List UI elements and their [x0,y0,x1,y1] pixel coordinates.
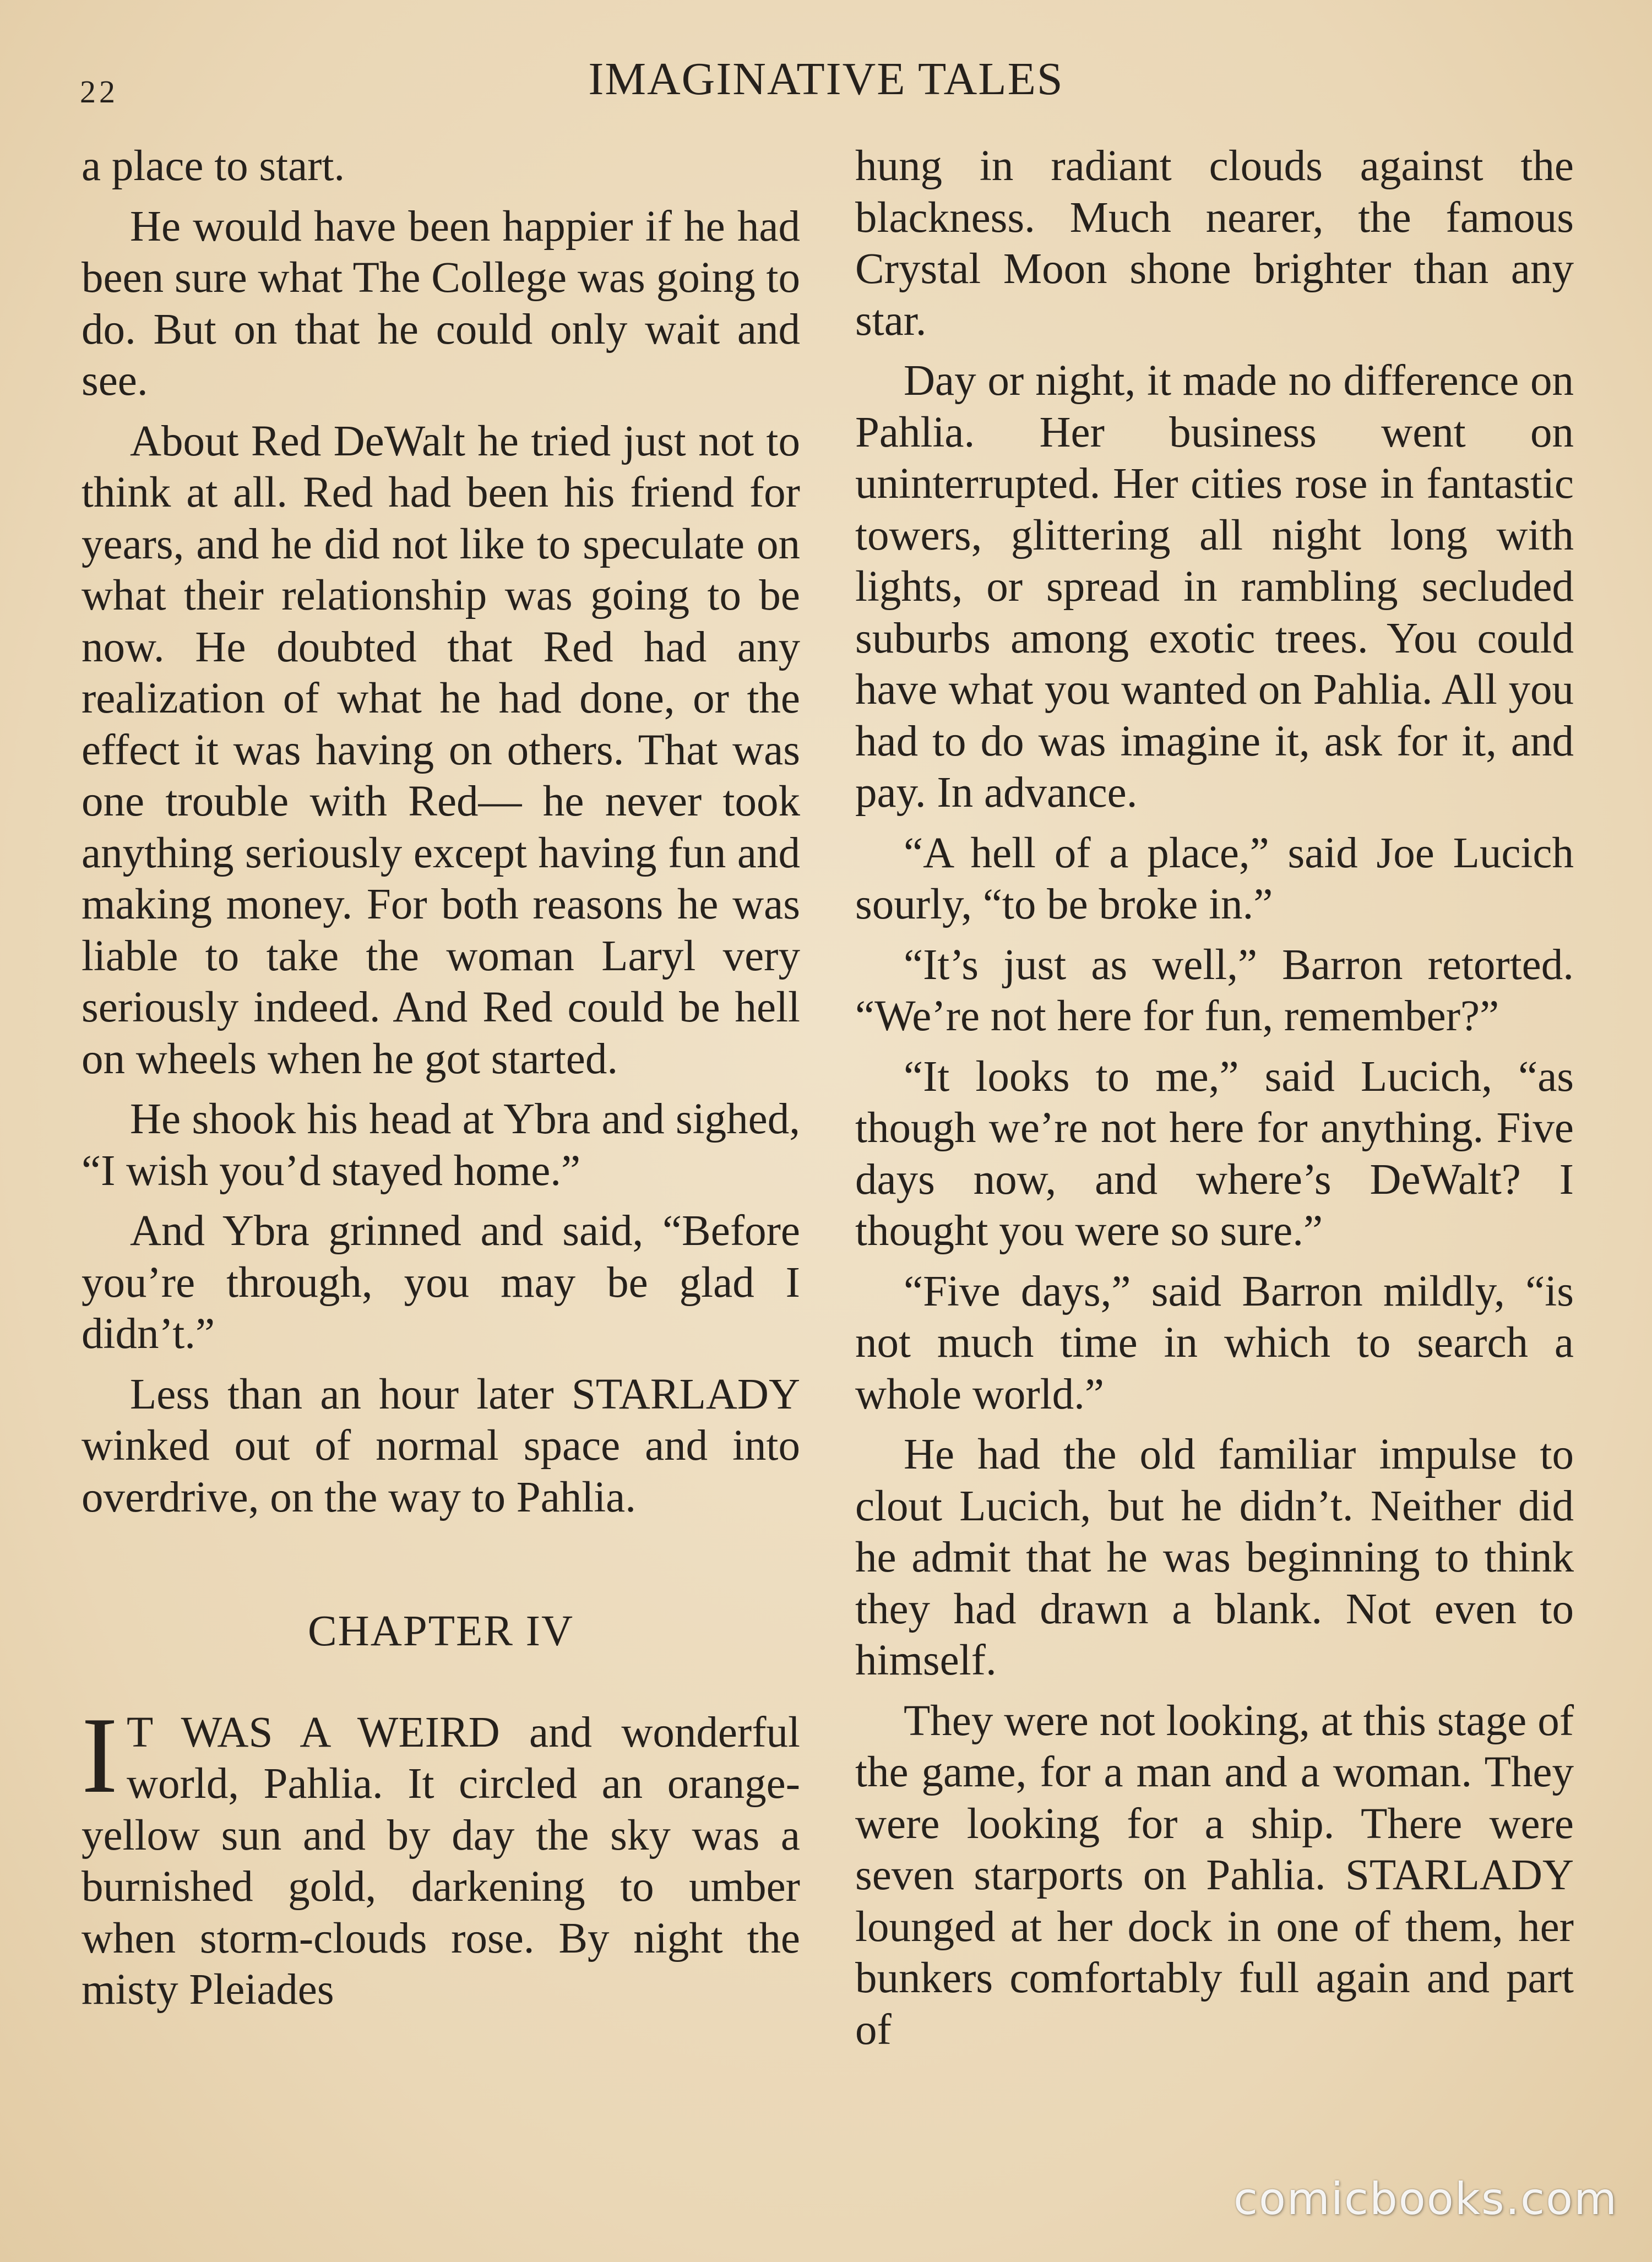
running-title: IMAGINATIVE TALES [588,53,1064,105]
paragraph: About Red DeWalt he tried just not to think at all. Red had been his friend for years, and he did not like to speculate on what their relationship was going to be now. He doubted that Red had any realization of what he had done, or the effect it was having on others. That was one trouble with Red— he never took anything seriously except having fun and making money. For both reasons he was liable to take the woman Laryl very seriously indeed. And Red could be hell on wheels when he got started. [81,417,800,1083]
left-column [81,140,800,2025]
paragraph: And Ybra grinned and said, “Before you’re through, you may be glad I didn’t.” [81,1207,800,1358]
chapter-opening-paragraph [81,1694,800,2016]
page-header [80,52,1572,113]
paragraph: Less than an hour later STARLADY winked out of normal space and into overdrive, on the way to Pahlia. [81,1370,800,1521]
paragraph: He shook his head at Ybra and sighed, “I wish you’d stayed home.” [81,1095,800,1195]
paragraph: “Five days,” said Barron mildly, “is not much time in which to search a whole world.” [855,1267,1574,1418]
paragraph: a place to start. [81,142,345,190]
page-number: 22 [80,74,118,110]
paragraph: They were not looking, at this stage of the game, for a man and a woman. They were looking for a ship. There were seven starports on Pahlia. STARLADY lounged at her dock in one of them, her bunkers comfortably full again and part of [855,1697,1574,2054]
opening-text: T WAS A WEIRD and wonderful world, Pahlia. It circled an orange-yellow sun and by day the sky was a burnished gold, darkening to umber when storm-clouds rose. By night the misty Pleiades [81,1708,800,2014]
paragraph: “It looks to me,” said Lucich, “as though we’re not here for anything. Five days now, and where’s DeWalt? I thought you were so sure.” [855,1052,1574,1255]
chapter-heading: CHAPTER IV [307,1607,574,1655]
paragraph: He would have been happier if he had been sure what The College was going to do. But on that he could only wait and see. [81,202,800,405]
drop-cap: I [81,1694,118,1815]
watermark: comicbooks.com [1233,2173,1618,2225]
paragraph: hung in radiant clouds against the blackness. Much nearer, the famous Crystal Moon shone brighter than any star. [855,142,1574,345]
paragraph: Day or night, it made no difference on Pahlia. Her business went on uninterrupted. Her cities rose in fantastic towers, glittering all night long with lights, or spread in rambling secluded suburbs among exotic trees. You could have what you wanted on Pahlia. All you had to do was imagine it, ask for it, and pay. In advance. [855,357,1574,817]
paragraph: He had the old familiar impulse to clout Lucich, but he didn’t. Neither did he admit that he was beginning to think they had drawn a blank. Not even to himself. [855,1431,1574,1684]
paragraph: “It’s just as well,” Barron retorted. “We’re not here for fun, remember?” [855,940,1574,1040]
right-column [855,140,1574,2064]
paragraph: “A hell of a place,” said Joe Lucich sourly, “to be broke in.” [855,829,1574,928]
